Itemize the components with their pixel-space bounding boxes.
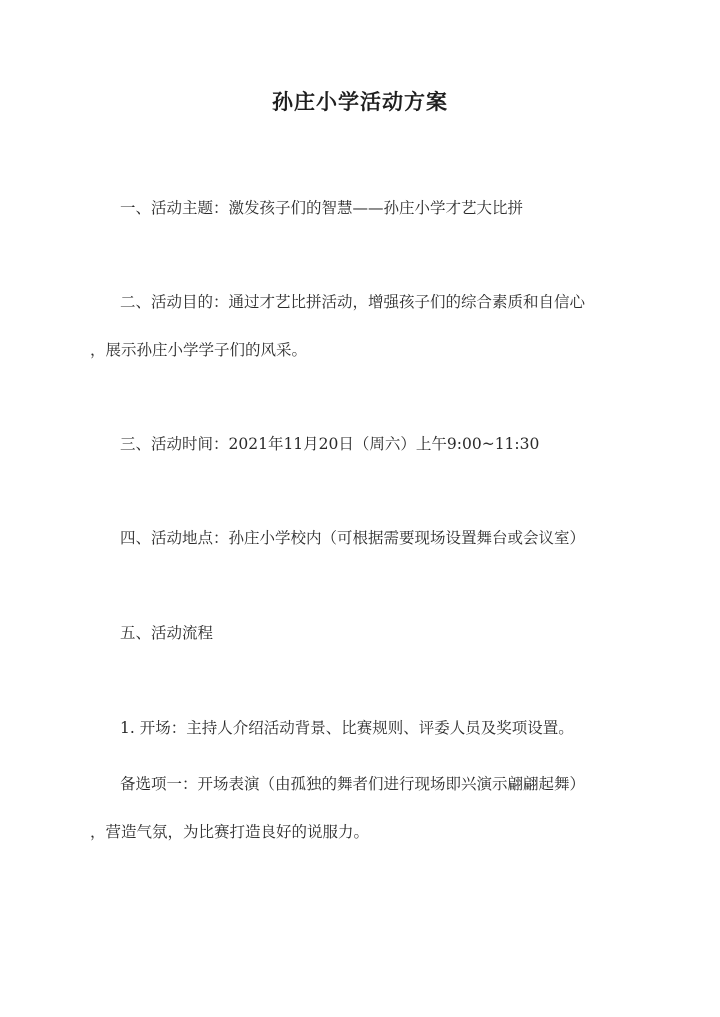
option-one-continued: ，营造气氛，为比赛打造良好的说服力。	[90, 823, 370, 841]
section-theme: 一、活动主题：激发孩子们的智慧——孙庄小学才艺大比拼	[120, 199, 524, 217]
section-time: 三、活动时间：2021年11月20日（周六）上午9:00~11:30	[120, 435, 540, 453]
section-purpose: 二、活动目的：通过才艺比拼活动，增强孩子们的综合素质和自信心	[120, 293, 586, 311]
process-step-1: 1. 开场：主持人介绍活动背景、比赛规则、评委人员及奖项设置。	[120, 719, 574, 737]
section-purpose-continued: ，展示孙庄小学学子们的风采。	[90, 341, 308, 359]
option-one: 备选项一：开场表演（由孤独的舞者们进行现场即兴演示翩翩起舞）	[120, 775, 586, 793]
section-location: 四、活动地点：孙庄小学校内（可根据需要现场设置舞台或会议室）	[120, 529, 586, 547]
section-process-heading: 五、活动流程	[120, 624, 214, 642]
document-title: 孙庄小学活动方案	[272, 89, 448, 114]
